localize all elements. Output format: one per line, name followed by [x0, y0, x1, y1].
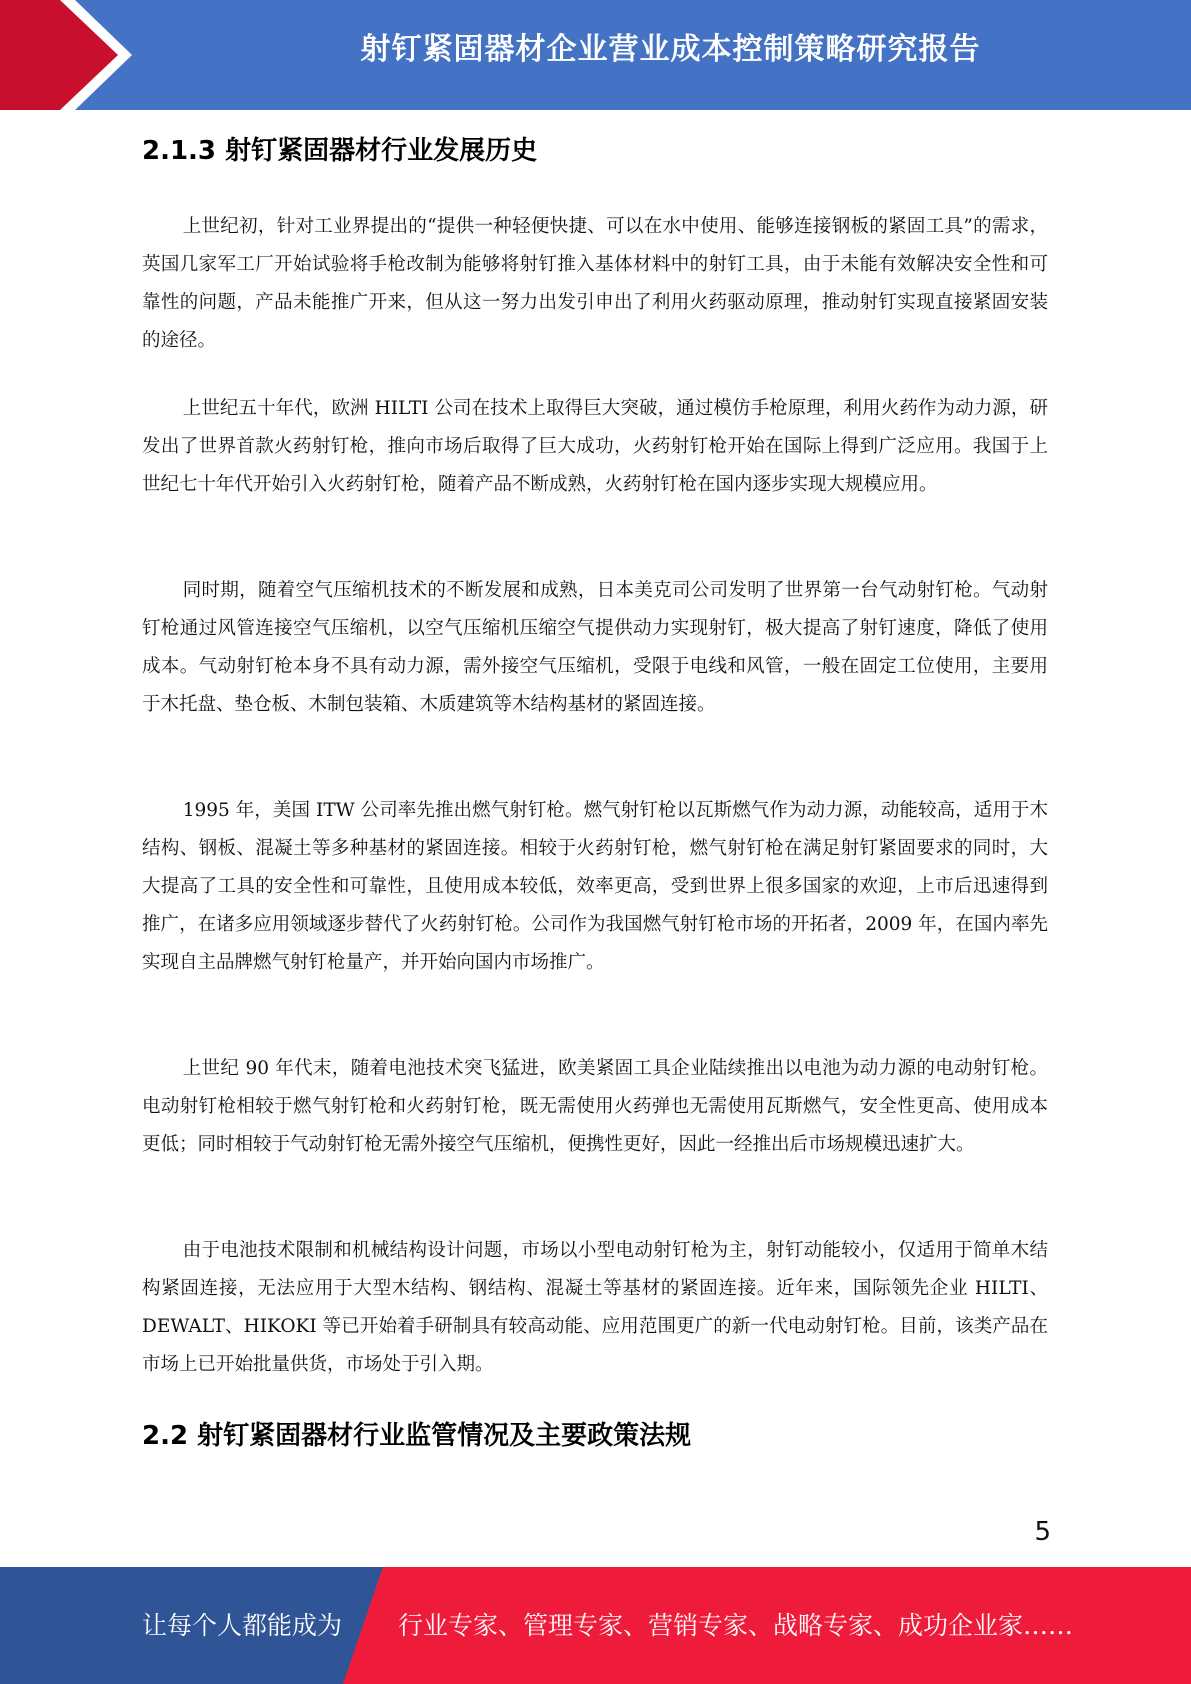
page-number: 5	[1034, 1517, 1051, 1547]
paragraph-6: 由于电池技术限制和机械结构设计问题，市场以小型电动射钉枪为主，射钉动能较小，仅适用于简单木结构紧固连接，无法应用于大型木结构、钢结构、混凝土等基材的紧固连接。近年来，国际领先企业 HILTI、DEWALT、HIKOKI 等已开始着手研制具有较高动能、应用范围更广的新一代电动射钉枪。目前，该类产品在市场上已开始批量供货，市场处于引入期。	[142, 1240, 1048, 1375]
paragraph-3: 同时期，随着空气压缩机技术的不断发展和成熟，日本美克司公司发明了世界第一台气动射钉枪。气动射钉枪通过风管连接空气压缩机，以空气压缩机压缩空气提供动力实现射钉，极大提高了射钉速度，降低了使用成本。气动射钉枪本身不具有动力源，需外接空气压缩机，受限于电线和风管，一般在固定工位使用，主要用于木托盘、垫仓板、木制包装箱、木质建筑等木结构基材的紧固连接。	[142, 580, 1048, 715]
page-footer	[0, 1567, 1191, 1684]
header-arrow-decoration	[0, 0, 150, 110]
section-heading-2-2: 2.2 射钉紧固器材行业监管情况及主要政策法规	[142, 1421, 692, 1451]
footer-slogan-right: 行业专家、管理专家、营销专家、战略专家、成功企业家……	[398, 1611, 1074, 1640]
paragraph-4: 1995 年，美国 ITW 公司率先推出燃气射钉枪。燃气射钉枪以瓦斯燃气作为动力源，动能较高，适用于木结构、钢板、混凝土等多种基材的紧固连接。相较于火药射钉枪，燃气射钉枪在满足射钉紧固要求的同时，大大提高了工具的安全性和可靠性，且使用成本较低，效率更高，受到世界上很多国家的欢迎，上市后迅速得到推广，在诸多应用领域逐步替代了火药射钉枪。公司作为我国燃气射钉枪市场的开拓者，2009 年，在国内率先实现自主品牌燃气射钉枪量产，并开始向国内市场推广。	[142, 800, 1048, 973]
report-title: 射钉紧固器材企业营业成本控制策略研究报告	[360, 32, 981, 67]
page-header	[0, 0, 1191, 110]
paragraph-2: 上世纪五十年代，欧洲 HILTI 公司在技术上取得巨大突破，通过模仿手枪原理，利用火药作为动力源，研发出了世界首款火药射钉枪，推向市场后取得了巨大成功，火药射钉枪开始在国际上得到广泛应用。我国于上世纪七十年代开始引入火药射钉枪，随着产品不断成熟，火药射钉枪在国内逐步实现大规模应用。	[142, 398, 1048, 495]
paragraph-1: 上世纪初，针对工业界提出的“提供一种轻便快捷、可以在水中使用、能够连接钢板的紧固工具”的需求，英国几家军工厂开始试验将手枪改制为能够将射钉推入基体材料中的射钉工具，由于未能有效解决安全性和可靠性的问题，产品未能推广开来，但从这一努力出发引申出了利用火药驱动原理，推动射钉实现直接紧固安装的途径。	[142, 216, 1048, 351]
footer-slogan-left: 让每个人都能成为	[142, 1611, 343, 1640]
section-heading-2-1-3: 2.1.3 射钉紧固器材行业发展历史	[142, 136, 538, 166]
paragraph-5: 上世纪 90 年代末，随着电池技术突飞猛进，欧美紧固工具企业陆续推出以电池为动力源的电动射钉枪。电动射钉枪相较于燃气射钉枪和火药射钉枪，既无需使用火药弹也无需使用瓦斯燃气，安全性更高、使用成本更低；同时相较于气动射钉枪无需外接空气压缩机，便携性更好，因此一经推出后市场规模迅速扩大。	[142, 1058, 1048, 1155]
